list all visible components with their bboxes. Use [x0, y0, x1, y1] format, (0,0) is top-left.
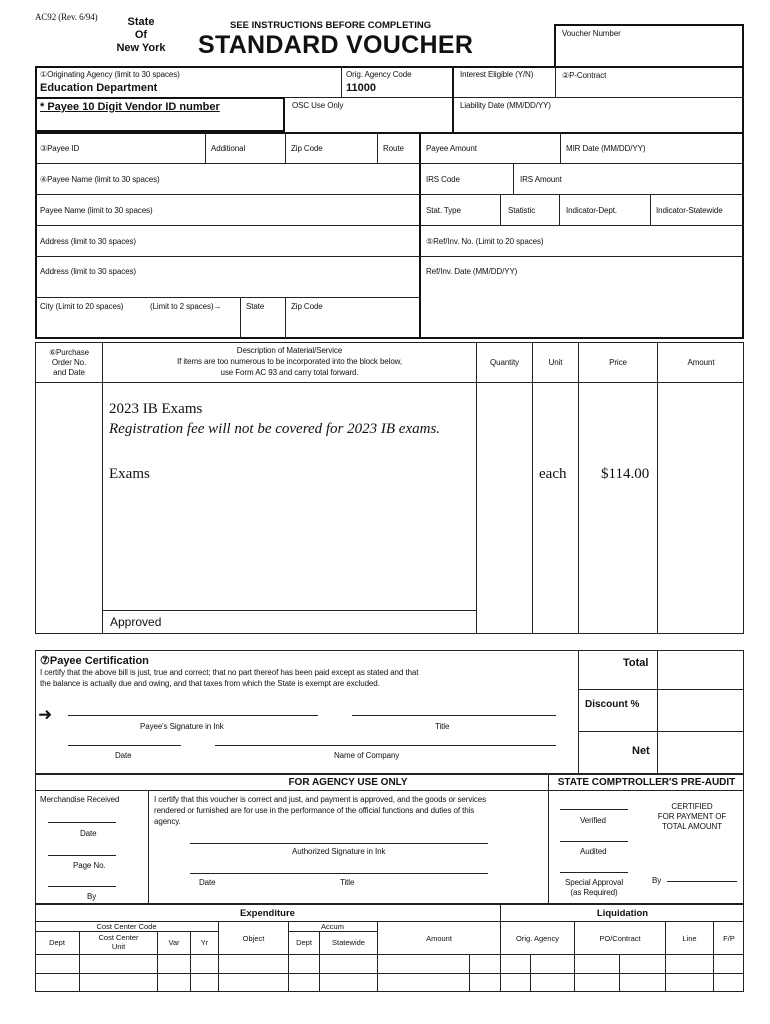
expenditure-heading: Expenditure — [240, 908, 295, 919]
cert-title-label: Title — [435, 722, 450, 731]
liquidation-heading: Liquidation — [596, 908, 649, 919]
discount-label: Discount % — [585, 699, 640, 710]
amount-header: Amount — [687, 358, 715, 367]
exp-dept-header: Dept — [49, 938, 65, 947]
instructions-note: SEE INSTRUCTIONS BEFORE COMPLETING — [230, 20, 432, 31]
merch-date-line[interactable] — [48, 822, 116, 823]
exp-accum-dept-header: Dept — [296, 938, 312, 947]
voucher-number-box[interactable] — [554, 24, 744, 68]
indicator-dept-label[interactable]: Indicator-Dept. — [566, 206, 617, 215]
stat-type-label[interactable]: Stat. Type — [426, 206, 461, 215]
company-label: Name of Company — [334, 751, 400, 760]
item-name[interactable]: Exams — [109, 466, 150, 482]
route-label[interactable]: Route — [383, 144, 404, 153]
page-title: STANDARD VOUCHER — [198, 31, 474, 59]
description-header-line2: If items are too numerous to be incorporated into the block below, — [176, 357, 403, 366]
address-2-label[interactable]: Address (limit to 30 spaces) — [40, 267, 136, 276]
liq-orig-agency-header: Orig. Agency — [516, 934, 559, 943]
ref-inv-no-label[interactable]: ⑤Ref/Inv. No. (Limit to 20 spaces) — [426, 237, 544, 246]
payee-signature-label: Payee's Signature in Ink — [140, 722, 224, 731]
voucher-number-label: Voucher Number — [562, 29, 621, 38]
item-price[interactable]: $114.00 — [601, 466, 650, 482]
items-table — [35, 342, 744, 634]
certified-line2: FOR PAYMENT OF — [657, 812, 727, 821]
irs-amount-label[interactable]: IRS Amount — [520, 175, 562, 184]
state-line3: New York — [116, 42, 166, 54]
state-limit-label: (Limit to 2 spaces)→ — [150, 302, 222, 311]
indicator-statewide-label[interactable]: Indicator-Statewide — [656, 206, 723, 215]
cost-center-code-label: Cost Center Code — [96, 922, 157, 931]
agency-cert-text-3: agency. — [154, 817, 181, 826]
item-title[interactable]: 2023 IB Exams — [109, 401, 203, 417]
liq-line-header: Line — [682, 934, 697, 943]
originating-agency-label: ①Originating Agency (limit to 30 spaces) — [40, 70, 180, 79]
accum-label: Accum — [321, 922, 344, 931]
po-header-line2: Order No. — [51, 358, 87, 367]
price-header: Price — [609, 358, 627, 367]
preaudit-by-label: By — [652, 876, 662, 885]
orig-agency-code-value[interactable]: 11000 — [346, 82, 376, 94]
company-line[interactable] — [215, 745, 556, 746]
payee-name-1-label[interactable]: ④Payee Name (limit to 30 spaces) — [40, 175, 160, 184]
description-header-line3: use Form AC 93 and carry total forward. — [220, 368, 359, 377]
description-header — [103, 345, 476, 378]
exp-var-header: Var — [168, 938, 180, 947]
certification-text-2: the balance is actually due and owing, and that taxes from which the State is exempt are excluded. — [40, 679, 380, 688]
exp-cc-unit-line2: Unit — [111, 942, 126, 951]
net-label: Net — [632, 745, 650, 757]
verified-label: Verified — [580, 816, 606, 825]
by-label: By — [87, 892, 97, 901]
po-header — [36, 348, 102, 378]
certified-block — [640, 802, 744, 832]
address-1-label[interactable]: Address (limit to 30 spaces) — [40, 237, 136, 246]
arrow-right-icon: ➜ — [38, 705, 53, 724]
authorized-signature-line[interactable] — [190, 843, 488, 844]
special-approval-line1: Special Approval — [565, 878, 623, 887]
quantity-header: Quantity — [490, 358, 519, 367]
agency-use-heading: FOR AGENCY USE ONLY — [288, 777, 408, 788]
special-approval-line[interactable] — [560, 872, 628, 873]
exp-statewide-header: Statewide — [332, 938, 365, 947]
po-header-line1: ⑥Purchase — [48, 348, 90, 357]
liability-date-label[interactable]: Liability Date (MM/DD/YY) — [460, 101, 551, 110]
state-line1: State — [127, 16, 155, 28]
special-approval-line2: (as Required) — [570, 888, 618, 897]
certification-text-1: I certify that the above bill is just, true and correct; that no part thereof has been paid except as stated and that — [40, 668, 419, 677]
zip-code-2-label[interactable]: Zip Code — [291, 302, 323, 311]
liq-fp-header: F/P — [723, 934, 735, 943]
city-label[interactable]: City (Limit to 20 spaces) — [40, 302, 124, 311]
agency-date-title-line[interactable] — [190, 873, 488, 874]
exp-cc-unit-line1: Cost Center — [98, 933, 139, 942]
zip-code-label[interactable]: Zip Code — [291, 144, 323, 153]
agency-date-label: Date — [199, 878, 216, 887]
irs-code-label[interactable]: IRS Code — [426, 175, 460, 184]
agency-title-label: Title — [340, 878, 355, 887]
certified-line3: TOTAL AMOUNT — [662, 822, 722, 831]
form-code: AC92 (Rev. 6/94) — [35, 12, 98, 22]
authorized-signature-label: Authorized Signature in Ink — [292, 847, 386, 856]
total-label: Total — [623, 657, 649, 669]
certification-title: ⑦Payee Certification — [40, 655, 149, 667]
item-unit[interactable]: each — [539, 466, 567, 482]
audited-label: Audited — [580, 847, 607, 856]
originating-agency-value[interactable]: Education Department — [40, 82, 158, 94]
state-label[interactable]: State — [246, 302, 265, 311]
preaudit-heading: STATE COMPTROLLER'S PRE-AUDIT — [557, 777, 736, 788]
payee-amount-label[interactable]: Payee Amount — [426, 144, 477, 153]
additional-label[interactable]: Additional — [211, 144, 246, 153]
item-note[interactable]: Registration fee will not be covered for 2023 IB exams. — [109, 421, 441, 437]
audited-line[interactable] — [560, 841, 628, 842]
state-line2: Of — [134, 29, 148, 41]
mir-date-label[interactable]: MIR Date (MM/DD/YY) — [566, 144, 646, 153]
verified-line[interactable] — [560, 809, 628, 810]
certified-line1: CERTIFIED — [671, 802, 713, 811]
orig-agency-code-label: Orig. Agency Code — [346, 70, 412, 79]
agency-cert-text-2: rendered or furnished are for use in the performance of the official functions and duties of this — [154, 806, 475, 815]
po-header-line3: and Date — [53, 368, 85, 377]
cert-date-line[interactable] — [68, 745, 181, 746]
approved-label[interactable]: Approved — [110, 615, 162, 629]
preaudit-by-line[interactable] — [667, 881, 737, 882]
payee-name-2-label[interactable]: Payee Name (limit to 30 spaces) — [40, 206, 153, 215]
merchandise-received-label: Merchandise Received — [40, 795, 120, 804]
exp-cc-unit-header — [80, 933, 157, 951]
ref-inv-date-label[interactable]: Ref/Inv. Date (MM/DD/YY) — [426, 267, 518, 276]
by-line[interactable] — [48, 886, 116, 887]
cert-title-line[interactable] — [352, 715, 556, 716]
agency-use-block — [35, 774, 744, 904]
liq-po-contract-header: PO/Contract — [599, 934, 641, 943]
special-approval-label — [552, 878, 636, 898]
description-header-line1: Description of Material/Service — [236, 346, 343, 355]
vendor-id-label: * Payee 10 Digit Vendor ID number — [40, 101, 220, 113]
exp-yr-header: Yr — [200, 938, 209, 947]
state-block — [112, 16, 170, 55]
statistic-label[interactable]: Statistic — [508, 206, 536, 215]
exp-amount-header: Amount — [426, 934, 452, 943]
payee-signature-line[interactable] — [68, 715, 318, 716]
page-no-label: Page No. — [73, 861, 106, 870]
exp-object-header: Object — [242, 934, 265, 943]
agency-cert-text-1: I certify that this voucher is correct and just, and payment is approved, and the goods or services — [154, 795, 487, 804]
cert-date-label: Date — [115, 751, 132, 760]
osc-use-label: OSC Use Only — [292, 101, 344, 110]
unit-header: Unit — [548, 358, 563, 367]
payee-id-label[interactable]: ③Payee ID — [40, 144, 80, 153]
p-contract-label[interactable]: ②P-Contract — [562, 71, 607, 80]
page-no-line[interactable] — [48, 855, 116, 856]
merch-date-label: Date — [80, 829, 97, 838]
interest-eligible-label[interactable]: Interest Eligible (Y/N) — [460, 70, 534, 79]
